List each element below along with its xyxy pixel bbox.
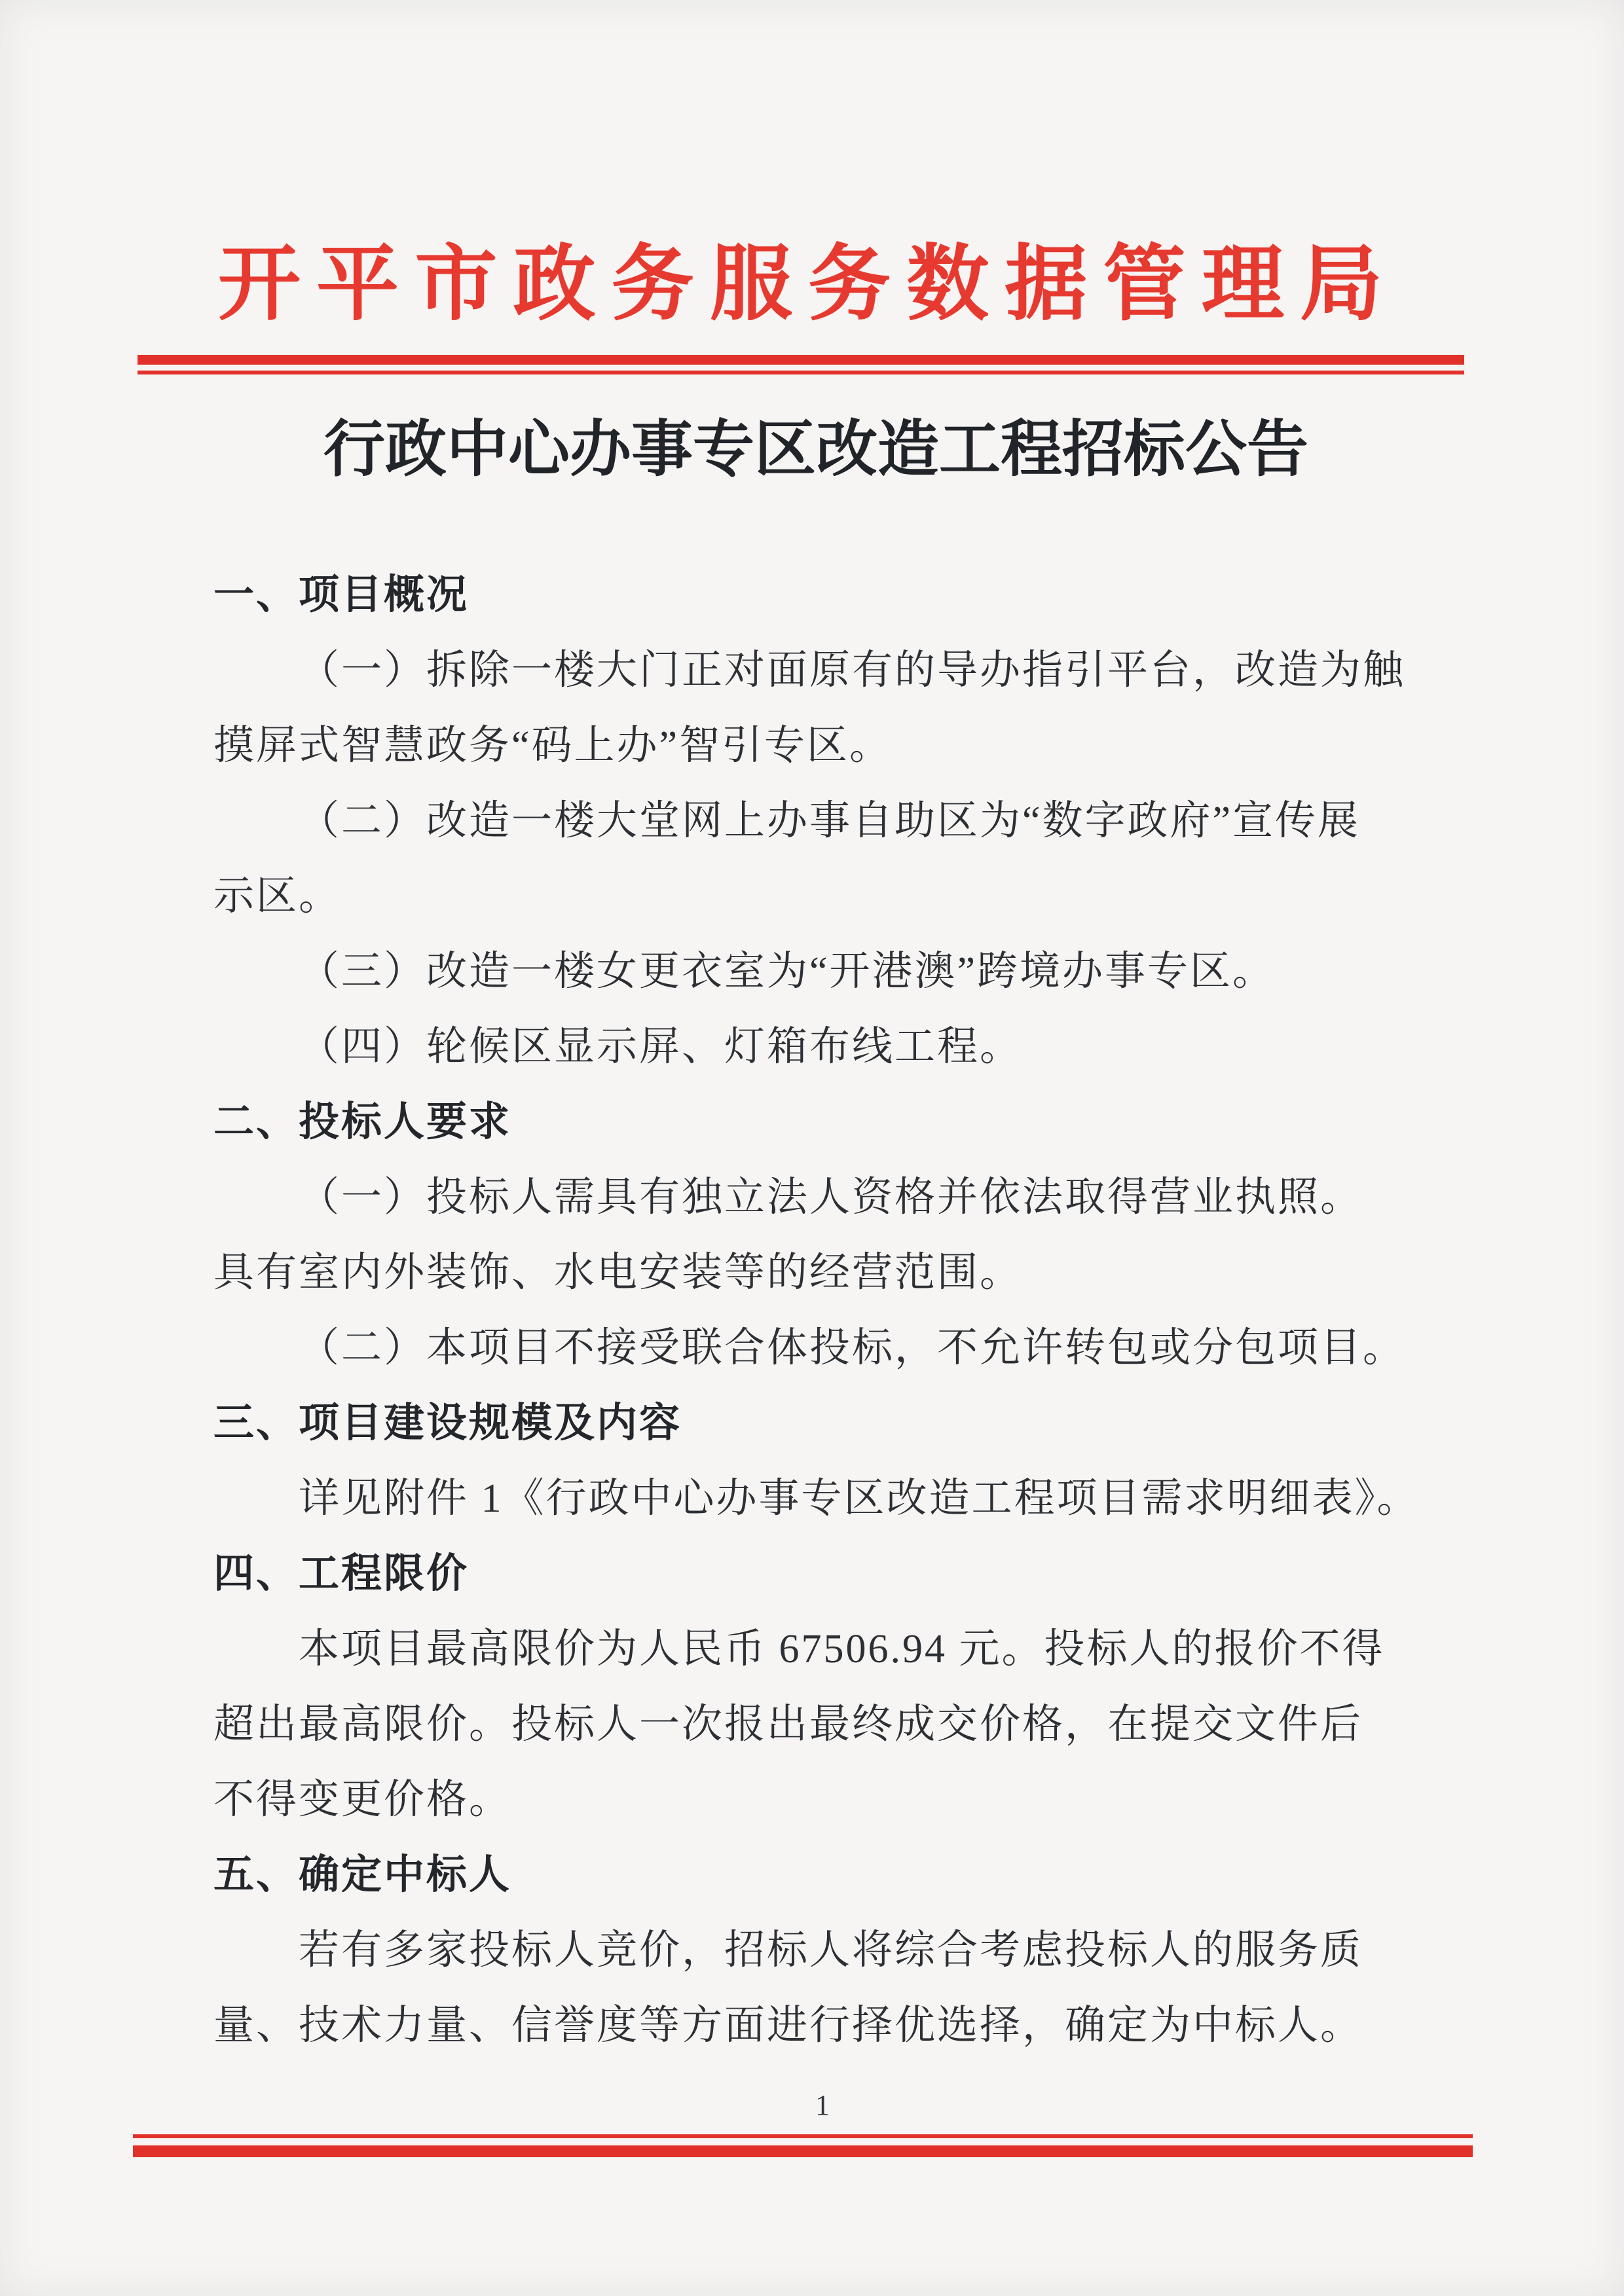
body-line: 超出最高限价。投标人一次报出最终成交价格，在提交文件后 [213, 1702, 1363, 1747]
body-line: 详见附件 1《行政中心办事专区改造工程项目需求明细表》。 [299, 1476, 1420, 1521]
section-heading: 四、工程限价 [213, 1551, 470, 1596]
body-line: （二）本项目不接受联合体投标，不允许转包或分包项目。 [299, 1326, 1406, 1370]
body-line: （一）拆除一楼大门正对面原有的导办指引平台，改造为触 [299, 648, 1406, 693]
body-line: 量、技术力量、信誉度等方面进行择优选择，确定为中标人。 [213, 2003, 1363, 2048]
body-line: 具有室内外装饰、水电安装等的经营范围。 [213, 1250, 1023, 1295]
page-number: 1 [815, 2089, 830, 2121]
header-rule-thick [138, 355, 1464, 365]
body-line: 摸屏式智慧政务“码上办”智引专区。 [213, 723, 893, 768]
org-title: 开平市政务服务数据管理局 [218, 240, 1382, 331]
section-heading: 五、确定中标人 [213, 1852, 512, 1897]
doc-title: 行政中心办事专区改造工程招标公告 [323, 414, 1309, 483]
header-rule-thin [138, 371, 1464, 374]
body-line: （二）改造一楼大堂网上办事自助区为“数字政府”宣传展 [299, 799, 1361, 843]
body-line: 若有多家投标人竞价，招标人将综合考虑投标人的服务质 [299, 1928, 1363, 1973]
footer-rule-thick [133, 2145, 1473, 2157]
body-line: 示区。 [213, 874, 342, 919]
body-line: （一）投标人需具有独立法人资格并依法取得营业执照。 [299, 1175, 1363, 1220]
section-heading: 三、项目建设规模及内容 [213, 1400, 682, 1446]
body-line: 不得变更价格。 [213, 1777, 512, 1822]
section-heading: 二、投标人要求 [213, 1099, 512, 1144]
body-line: （四）轮候区显示屏、灯箱布线工程。 [299, 1025, 1023, 1069]
body-line: （三）改造一楼女更衣室为“开港澳”跨境办事专区。 [299, 949, 1276, 994]
body-line: 本项目最高限价为人民币 67506.94 元。投标人的报价不得 [299, 1627, 1385, 1671]
section-heading: 一、项目概况 [213, 572, 470, 617]
footer-rule-thin [133, 2134, 1473, 2138]
